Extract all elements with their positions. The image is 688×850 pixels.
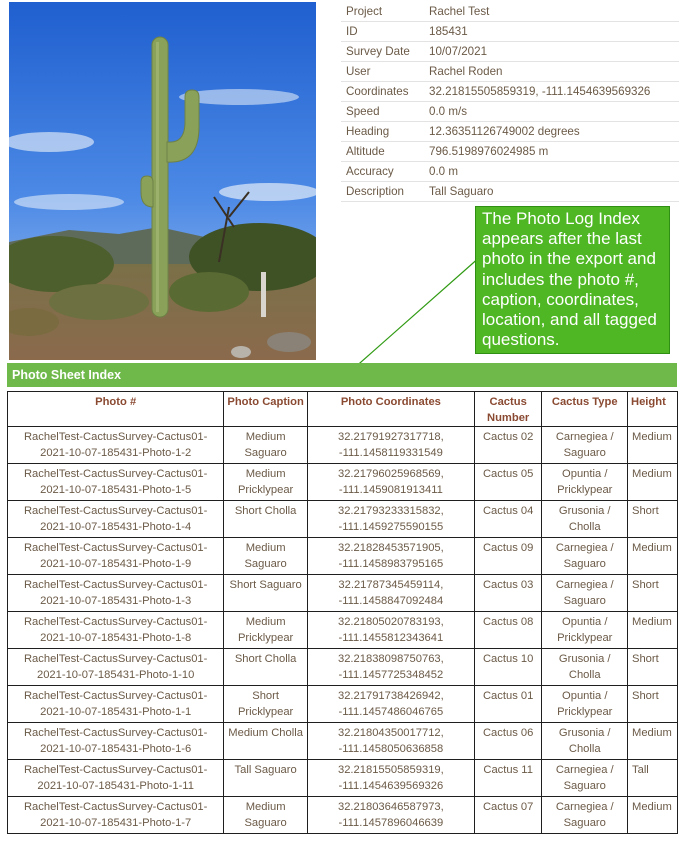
- photo-sheet-index-title: Photo Sheet Index: [7, 363, 677, 387]
- cactus-number-cell: Cactus 02: [474, 427, 542, 464]
- photo-number-cell: RachelTest-CactusSurvey-Cactus01-2021-10-07-185431-Photo-1-5: [8, 464, 224, 501]
- metadata-label: Survey Date: [341, 42, 424, 62]
- cactus-type-cell: Carnegiea / Saguaro: [542, 427, 628, 464]
- height-cell: Short: [628, 501, 678, 538]
- cactus-type-cell: Grusonia / Cholla: [542, 501, 628, 538]
- height-cell: Short: [628, 649, 678, 686]
- photo-index-table: [7, 391, 678, 834]
- table-row: [8, 575, 678, 612]
- metadata-value: 12.36351126749002 degrees: [424, 122, 679, 142]
- height-cell: Medium: [628, 538, 678, 575]
- table-row: [8, 612, 678, 649]
- metadata-value: Rachel Roden: [424, 62, 679, 82]
- metadata-value: 0.0 m: [424, 162, 679, 182]
- photo-coordinates-cell: 32.21815505859319, -111.1454639569326: [307, 760, 474, 797]
- cactus-type-cell: Carnegiea / Saguaro: [542, 575, 628, 612]
- metadata-label: Accuracy: [341, 162, 424, 182]
- metadata-label: User: [341, 62, 424, 82]
- table-row: [8, 538, 678, 575]
- height-cell: Medium: [628, 797, 678, 834]
- metadata-value: Tall Saguaro: [424, 182, 679, 202]
- header-photo-coordinates: Photo Coordinates: [307, 392, 474, 427]
- photo-caption-cell: Medium Saguaro: [224, 797, 308, 834]
- photo-caption-cell: Short Saguaro: [224, 575, 308, 612]
- height-cell: Tall: [628, 760, 678, 797]
- metadata-value: 185431: [424, 22, 679, 42]
- photo-caption-cell: Short Cholla: [224, 649, 308, 686]
- photo-number-cell: RachelTest-CactusSurvey-Cactus01-2021-10-07-185431-Photo-1-11: [8, 760, 224, 797]
- table-row: [8, 686, 678, 723]
- photo-coordinates-cell: 32.21838098750763, -111.1457725348452: [307, 649, 474, 686]
- metadata-label: Project: [341, 2, 424, 22]
- cactus-number-cell: Cactus 10: [474, 649, 542, 686]
- photo-number-cell: RachelTest-CactusSurvey-Cactus01-2021-10-07-185431-Photo-1-8: [8, 612, 224, 649]
- table-row: [8, 649, 678, 686]
- metadata-value: 0.0 m/s: [424, 102, 679, 122]
- photo-coordinates-cell: 32.21796025968569, -111.1459081913411: [307, 464, 474, 501]
- cactus-type-cell: Carnegiea / Saguaro: [542, 797, 628, 834]
- photo-log-index-callout: The Photo Log Index appears after the last photo in the export and includes the photo #, caption, coordinates, location, and all tagged questions.: [475, 206, 670, 354]
- cactus-number-cell: Cactus 11: [474, 760, 542, 797]
- photo-coordinates-cell: 32.21804350017712, -111.1458050636858: [307, 723, 474, 760]
- table-row: [8, 760, 678, 797]
- photo-coordinates-cell: 32.21805020783193, -111.1455812343641: [307, 612, 474, 649]
- photo-coordinates-cell: 32.21787345459114, -111.1458847092484: [307, 575, 474, 612]
- cactus-number-cell: Cactus 04: [474, 501, 542, 538]
- height-cell: Short: [628, 575, 678, 612]
- cactus-number-cell: Cactus 06: [474, 723, 542, 760]
- photo-number-cell: RachelTest-CactusSurvey-Cactus01-2021-10-07-185431-Photo-1-10: [8, 649, 224, 686]
- header-cactus-type: Cactus Type: [542, 392, 628, 427]
- cactus-type-cell: Grusonia / Cholla: [542, 649, 628, 686]
- table-row: [8, 501, 678, 538]
- header-cactus-number: Cactus Number: [474, 392, 542, 427]
- photo-number-cell: RachelTest-CactusSurvey-Cactus01-2021-10-07-185431-Photo-1-1: [8, 686, 224, 723]
- table-row: [8, 427, 678, 464]
- photo-number-cell: RachelTest-CactusSurvey-Cactus01-2021-10-07-185431-Photo-1-6: [8, 723, 224, 760]
- metadata-label: Altitude: [341, 142, 424, 162]
- metadata-label: Description: [341, 182, 424, 202]
- cactus-number-cell: Cactus 07: [474, 797, 542, 834]
- header-photo-caption: Photo Caption: [224, 392, 308, 427]
- photo-number-cell: RachelTest-CactusSurvey-Cactus01-2021-10-07-185431-Photo-1-7: [8, 797, 224, 834]
- photo-caption-cell: Medium Saguaro: [224, 538, 308, 575]
- cactus-number-cell: Cactus 09: [474, 538, 542, 575]
- height-cell: Medium: [628, 723, 678, 760]
- photo-coordinates-cell: 32.21793233315832, -111.1459275590155: [307, 501, 474, 538]
- table-header-row: [8, 392, 678, 427]
- cactus-number-cell: Cactus 05: [474, 464, 542, 501]
- cactus-type-cell: Grusonia / Cholla: [542, 723, 628, 760]
- cactus-type-cell: Opuntia / Pricklypear: [542, 464, 628, 501]
- height-cell: Medium: [628, 612, 678, 649]
- photo-caption-cell: Medium Saguaro: [224, 427, 308, 464]
- metadata-value: 796.5198976024985 m: [424, 142, 679, 162]
- photo-coordinates-cell: 32.21791927317718, -111.1458119331549: [307, 427, 474, 464]
- photo-coordinates-cell: 32.21828453571905, -111.1458983795165: [307, 538, 474, 575]
- photo-caption-cell: Tall Saguaro: [224, 760, 308, 797]
- table-row: [8, 797, 678, 834]
- height-cell: Short: [628, 686, 678, 723]
- cactus-number-cell: Cactus 03: [474, 575, 542, 612]
- table-row: [8, 723, 678, 760]
- header-height: Height: [628, 392, 678, 427]
- metadata-label: Coordinates: [341, 82, 424, 102]
- metadata-value: Rachel Test: [424, 2, 679, 22]
- metadata-label: Heading: [341, 122, 424, 142]
- cactus-type-cell: Opuntia / Pricklypear: [542, 612, 628, 649]
- header-photo-number: Photo #: [8, 392, 224, 427]
- metadata-label: ID: [341, 22, 424, 42]
- height-cell: Medium: [628, 464, 678, 501]
- photo-caption-cell: Short Cholla: [224, 501, 308, 538]
- photo-caption-cell: Short Pricklypear: [224, 686, 308, 723]
- photo-number-cell: RachelTest-CactusSurvey-Cactus01-2021-10-07-185431-Photo-1-4: [8, 501, 224, 538]
- photo-caption-cell: Medium Pricklypear: [224, 612, 308, 649]
- metadata-label: Speed: [341, 102, 424, 122]
- photo-caption-cell: Medium Cholla: [224, 723, 308, 760]
- photo-caption-cell: Medium Pricklypear: [224, 464, 308, 501]
- cactus-number-cell: Cactus 01: [474, 686, 542, 723]
- cactus-type-cell: Opuntia / Pricklypear: [542, 686, 628, 723]
- cactus-number-cell: Cactus 08: [474, 612, 542, 649]
- photo-coordinates-cell: 32.21791738426942, -111.1457486046765: [307, 686, 474, 723]
- height-cell: Medium: [628, 427, 678, 464]
- photo-number-cell: RachelTest-CactusSurvey-Cactus01-2021-10-07-185431-Photo-1-2: [8, 427, 224, 464]
- table-row: [8, 464, 678, 501]
- photo-number-cell: RachelTest-CactusSurvey-Cactus01-2021-10-07-185431-Photo-1-9: [8, 538, 224, 575]
- metadata-value: 10/07/2021: [424, 42, 679, 62]
- photo-coordinates-cell: 32.21803646587973, -111.1457896046639: [307, 797, 474, 834]
- cactus-type-cell: Carnegiea / Saguaro: [542, 760, 628, 797]
- metadata-value: 32.21815505859319, -111.1454639569326: [424, 82, 679, 102]
- cactus-type-cell: Carnegiea / Saguaro: [542, 538, 628, 575]
- photo-number-cell: RachelTest-CactusSurvey-Cactus01-2021-10-07-185431-Photo-1-3: [8, 575, 224, 612]
